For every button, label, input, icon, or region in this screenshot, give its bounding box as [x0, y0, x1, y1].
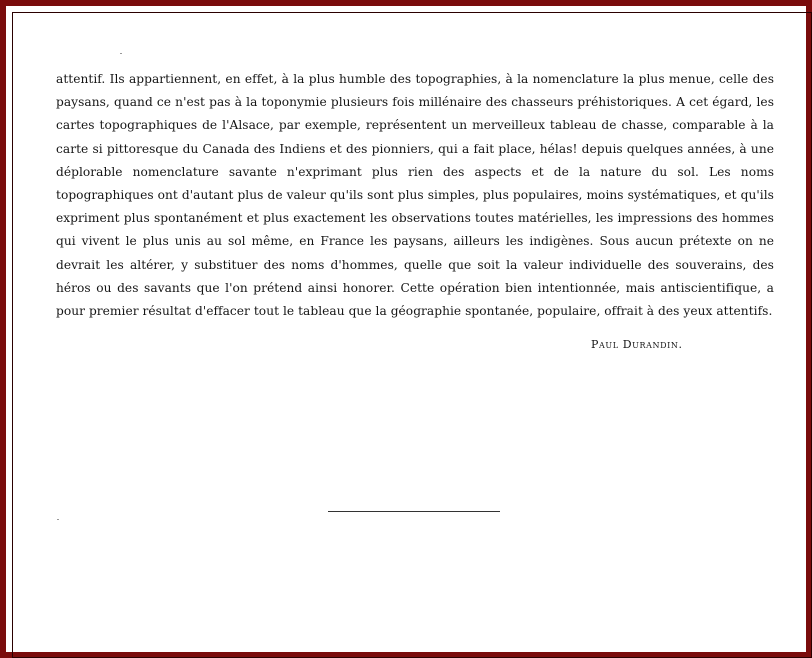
scan-speck — [120, 53, 122, 54]
end-rule — [328, 511, 500, 512]
author-signature: Paul Durandin. — [591, 338, 683, 351]
document-body — [56, 68, 774, 323]
scan-speck — [57, 519, 59, 520]
body-paragraph: attentif. Ils appartiennent, en effet, à la plus humble des topographies, à la nomenclature la plus menue, celle des paysans, quand ce n'est pas à la toponymie plusieurs fois millénaire des chasseurs préhistoriques. A cet égard, les cartes topographiques de l'Alsace, par exemple, représentent un merveilleux tableau de chasse, comparable à la carte si pittoresque du Canada des Indiens et des pionniers, qui a fait place, hélas! depuis quelques années, à une déplorable nomenclature savante n'exprimant plus rien des aspects et de la nature du sol. Les noms topographiques ont d'autant plus de valeur qu'ils sont plus simples, plus populaires, moins systématiques, et qu'ils expriment plus spontanément et plus exactement les observations toutes matérielles, les impressions des hommes qui vivent le plus unis au sol même, en France les paysans, ailleurs les indigènes. Sous aucun prétexte on ne devrait les altérer, y substituer des noms d'hommes, quelle que soit la valeur individuelle des souverains, des héros ou des savants que l'on prétend ainsi honorer. Cette opération bien intentionnée, mais antiscientifique, a pour premier résultat d'effacer tout le tableau que la géographie spontanée, populaire, offrait à des yeux attentifs. — [56, 72, 774, 319]
